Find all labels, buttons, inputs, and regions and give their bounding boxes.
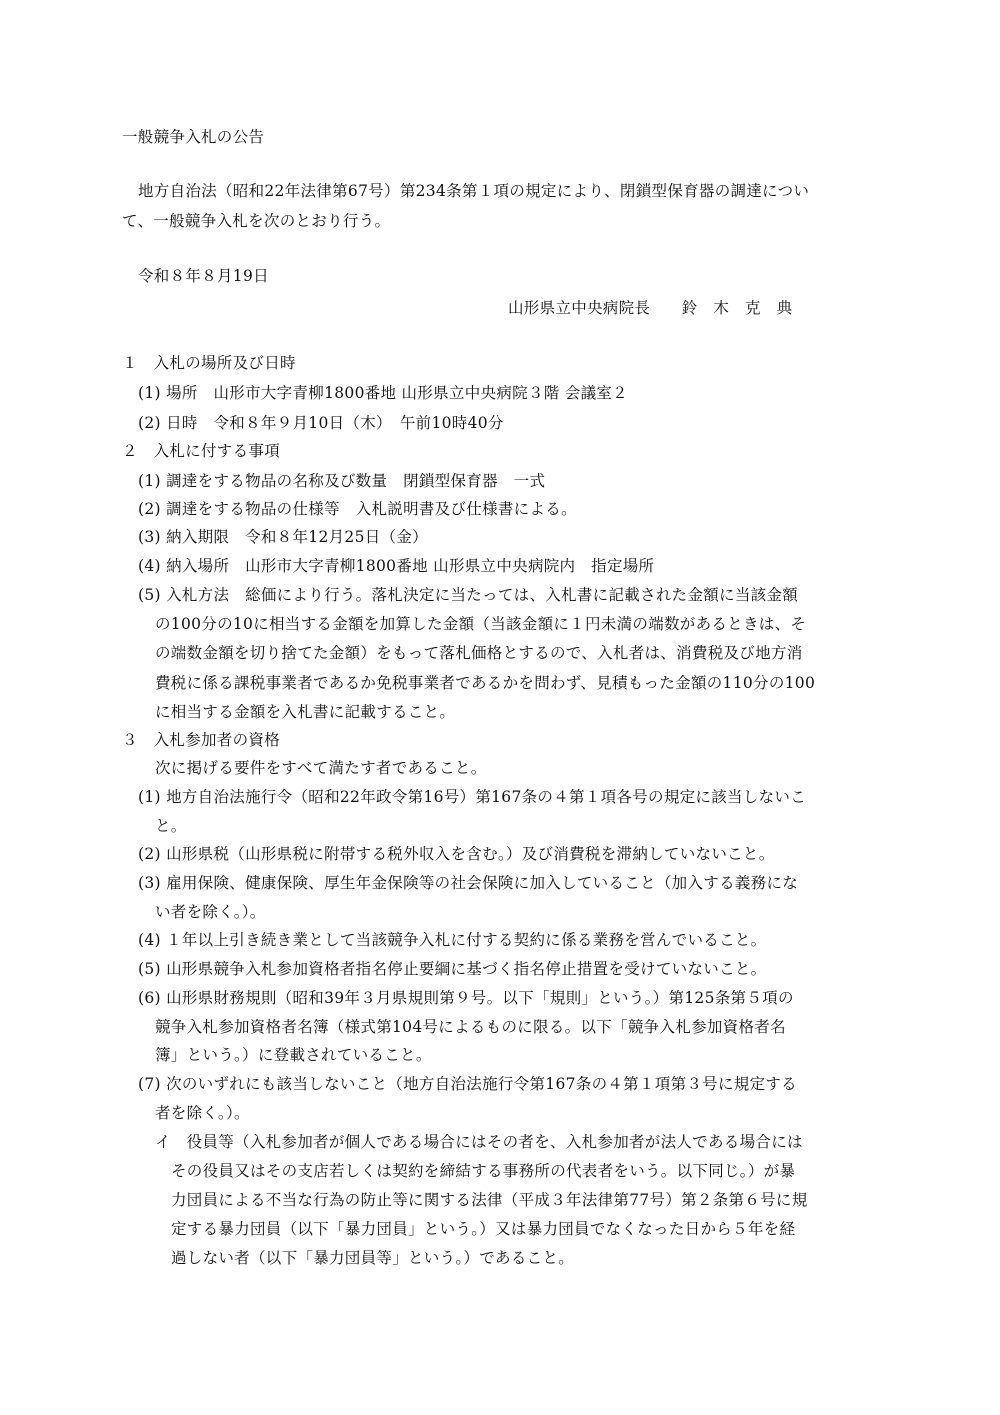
list-item: (1) 場所 山形市大字青柳1800番地 山形県立中央病院３階 会議室２: [138, 384, 628, 402]
list-item: (3) 雇用保険、健康保険、厚生年金保険等の社会保険に加入していること（加入する義務にな: [138, 874, 799, 892]
list-item-continuation: と。: [155, 817, 187, 835]
section-heading: ２ 入札に付する事項: [122, 442, 281, 460]
list-item: (6) 山形県財務規則（昭和39年３月県規則第９号。以下「規則」という。）第125条第５項の: [138, 989, 794, 1007]
list-item-continuation: 競争入札参加資格者名簿（様式第104号によるものに限る。以下「競争入札参加資格者名: [155, 1018, 786, 1036]
list-item: (2) 日時 令和８年９月10日（木） 午前10時40分: [138, 414, 504, 432]
section-heading: ３ 入札参加者の資格: [122, 731, 281, 749]
list-item-continuation: い者を除く。）。: [155, 903, 266, 921]
list-item: (1) 調達をする物品の名称及び数量 閉鎖型保育器 一式: [138, 472, 546, 490]
sub-item-continuation: 定する暴力団員（以下「暴力団員」という。）又は暴力団員でなくなった日から５年を経: [171, 1220, 796, 1238]
section-heading: １ 入札の場所及び日時: [122, 354, 296, 372]
list-item: (7) 次のいずれにも該当しないこと（地方自治法施行令第167条の４第１項第３号に規定する: [138, 1075, 797, 1093]
list-item-continuation: 者を除く。）。: [155, 1104, 250, 1122]
list-item: (1) 地方自治法施行令（昭和22年政令第16号）第167条の４第１項各号の規定に該当しないこ: [138, 788, 807, 806]
list-item: (2) 山形県税（山形県税に附帯する税外収入を含む。）及び消費税を滞納していないこと。: [138, 845, 775, 863]
section-lead: 次に掲げる要件をすべて満たす者であること。: [155, 759, 487, 777]
list-item-continuation: の100分の10に相当する金額を加算した金額（当該金額に１円未満の端数があるときは、そ: [155, 615, 807, 633]
intro-line: 地方自治法（昭和22年法律第67号）第234条第１項の規定により、閉鎖型保育器の調達につい: [138, 182, 810, 200]
sub-item-continuation: その役員又はその支店若しくは契約を締結する事務所の代表者をいう。以下同じ。）が暴: [171, 1162, 796, 1180]
sub-item: イ 役員等（入札参加者が個人である場合にはその者を、入札参加者が法人である場合には: [155, 1133, 803, 1151]
list-item-continuation: 費税に係る課税事業者であるか免税事業者であるかを問わず、見積もった金額の110分の100: [155, 674, 816, 692]
sub-item-continuation: 過しない者（以下「暴力団員等」という。）であること。: [171, 1249, 575, 1267]
list-item-continuation: 簿」という。）に登載されていること。: [155, 1046, 432, 1064]
list-item: (4) 納入場所 山形市大字青柳1800番地 山形県立中央病院内 指定場所: [138, 557, 655, 575]
list-item-continuation: に相当する金額を入札書に記載すること。: [155, 703, 456, 721]
list-item: (5) 山形県競争入札参加資格者指名停止要綱に基づく指名停止措置を受けていないこと。: [138, 960, 767, 978]
list-item-continuation: の端数金額を切り捨てた金額）をもって落札価格とするので、入札者は、消費税及び地方消: [155, 644, 803, 662]
document-title: 一般競争入札の公告: [122, 128, 265, 146]
list-item: (4) １年以上引き続き業として当該競争入札に付する契約に係る業務を営んでいること。: [138, 931, 767, 949]
list-item: (3) 納入期限 令和８年12月25日（金）: [138, 528, 428, 546]
list-item: (5) 入札方法 総価により行う。落札決定に当たっては、入札書に記載された金額に当該金額: [138, 586, 799, 604]
sub-item-continuation: 力団員による不当な行為の防止等に関する法律（平成３年法律第77号）第２条第６号に規: [171, 1191, 808, 1209]
signer: 山形県立中央病院長 鈴 木 克 典: [508, 299, 793, 317]
notice-date: 令和８年８月19日: [138, 267, 269, 285]
list-item: (2) 調達をする物品の仕様等 入札説明書及び仕様書による。: [138, 500, 577, 518]
intro-line: て、一般競争入札を次のとおり行う。: [122, 212, 391, 230]
